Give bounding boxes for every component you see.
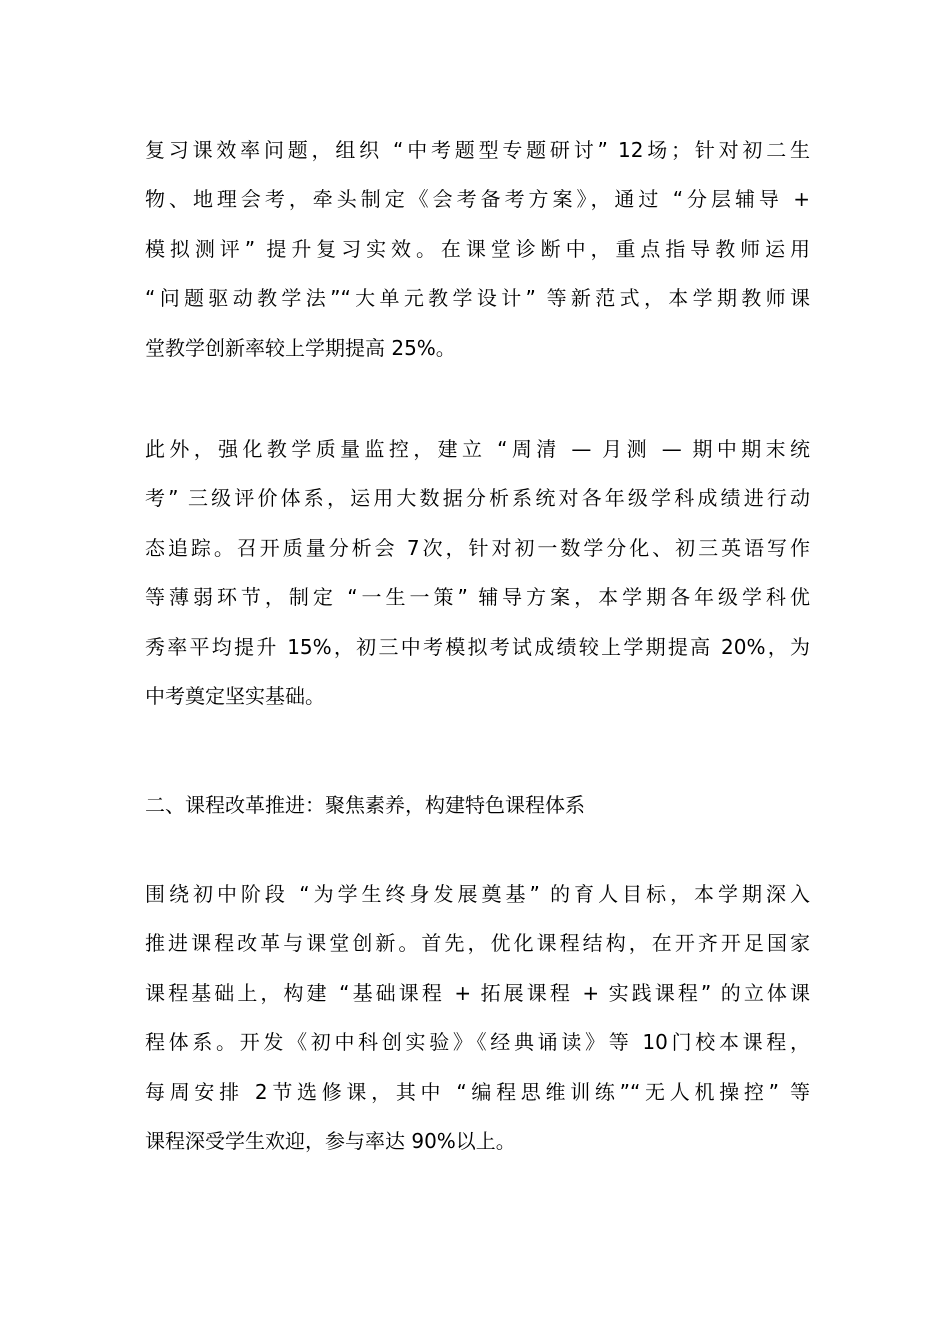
section-heading	[145, 781, 810, 830]
text-line: “问题驱动教学法”“大单元教学设计” 等新范式，本学期教师课	[145, 286, 810, 311]
text-line: 物、地理会考，牵头制定《会考备考方案》，通过 “分层辅导 +	[145, 187, 810, 212]
text-line: 围绕初中阶段 “为学生终身发展奠基” 的育人目标，本学期深入	[145, 882, 810, 906]
paragraph-quality-monitoring	[145, 425, 810, 721]
text-line: 课程基础上，构建 “基础课程 + 拓展课程 + 实践课程” 的立体课	[145, 980, 810, 1005]
text-line: 模拟测评” 提升复习实效。在课堂诊断中，重点指导教师运用	[145, 236, 810, 261]
text-line: 程体系。开发《初中科创实验》《经典诵读》等 10门校本课程，	[145, 1030, 810, 1055]
heading-text: 二、课程改革推进：聚焦素养，构建特色课程体系	[145, 793, 585, 817]
text-line: 推进课程改革与课堂创新。首先，优化课程结构，在开齐开足国家	[145, 931, 810, 956]
paragraph-review-efficiency	[145, 126, 810, 373]
text-line: 此外，强化教学质量监控，建立 “周清 — 月测 — 期中期末统	[145, 437, 810, 461]
text-line: 复习课效率问题，组织 “中考题型专题研讨” 12场；针对初二生	[145, 138, 810, 162]
text-line: 中考奠定坚实基础。	[145, 683, 325, 708]
text-line: 每周安排 2节选修课，其中 “编程思维训练”“无人机操控” 等	[145, 1079, 810, 1104]
text-line: 课程深受学生欢迎，参与率达 90%以上。	[145, 1128, 516, 1153]
paragraph-curriculum-reform	[145, 870, 810, 1166]
text-line: 秀率平均提升 15%，初三中考模拟考试成绩较上学期提高 20%，为	[145, 634, 810, 659]
text-line: 态追踪。召开质量分析会 7次，针对初一数学分化、初三英语写作	[145, 535, 810, 560]
text-line: 堂教学创新率较上学期提高 25%。	[145, 335, 456, 360]
text-line: 等薄弱环节，制定 “一生一策” 辅导方案，本学期各年级学科优	[145, 585, 810, 610]
text-line: 考” 三级评价体系，运用大数据分析系统对各年级学科成绩进行动	[145, 486, 810, 511]
